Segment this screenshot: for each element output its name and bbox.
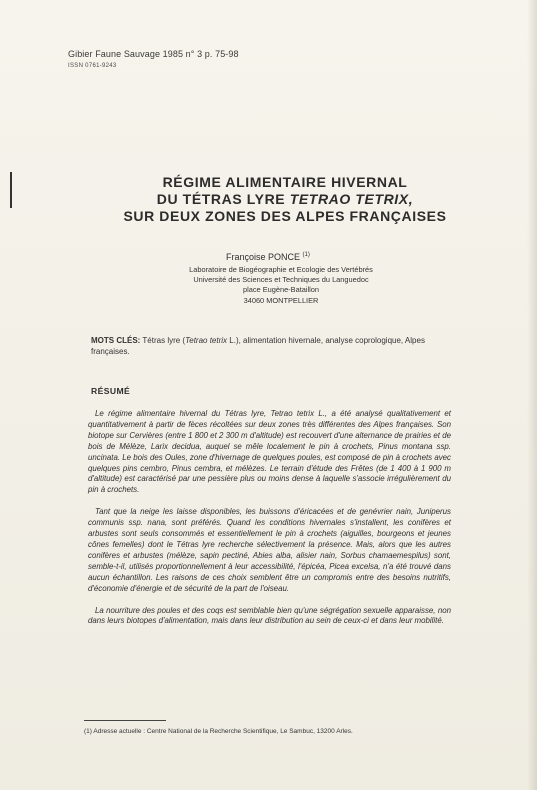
title-species: TETRAO TETRIX, xyxy=(289,191,414,207)
keywords-species: Tetrao tetrix xyxy=(185,336,228,345)
journal-citation: Gibier Faune Sauvage 1985 n° 3 p. 75-98 xyxy=(68,49,239,59)
author-name: Françoise PONCE xyxy=(226,252,301,262)
affiliation-line: Laboratoire de Biogéographie et Ecologie des Vertébrés xyxy=(189,265,373,274)
title-line-1: RÉGIME ALIMENTAIRE HIVERNAL xyxy=(162,174,408,190)
affiliation xyxy=(151,265,411,306)
keywords-text-after: L.), alimentation hivernale, analyse coprologique, Alpes françaises. xyxy=(91,336,425,356)
title-line-2 xyxy=(60,191,510,208)
affiliation-line: 34060 MONTPELLIER xyxy=(243,295,319,305)
resume-paragraph: Le régime alimentaire hivernal du Tétras lyre, Tetrao tetrix L., a été analysé qualitativement et quantitativement à partir de fèces récoltées sur deux zones très différentes des Alpes françaises. Son biotope sur Cervières (entre 1 800 et 2 300 m d'altitude) est recouvert d'une alternance de prairies et de bois de Mélèze, Larix decidua, auquel se mêle localement le pin à crochets, Pinus montana ssp. uncinata. Le bois des Oules, zone d'hivernage de quelques poules, est composé de pin à crochets avec quelques pins cembro, Pinus cembra, et mélèzes. Le terrain d'étude des Frêtes (de 1 400 à 1 900 m d'altitude) est caractérisé par une pessière plus ou moins dense à laquelle s'associe irrégulièrement du pin à crochets. xyxy=(88,409,451,495)
issn: ISSN 0761-9243 xyxy=(68,63,117,69)
resume-paragraph: Tant que la neige les laisse disponibles, les buissons d'éricacées et de genévrier nain, Juniperus communis ssp. nana, sont préférés. Quand les conditions hivernales s'installent, les conifères et arbustes sont seuls consommés et essentiellement le pin à crochets (aiguilles, bourgeons et jeunes cônes femelles) dont le Tétras lyre recherche sélectivement la présence. Mais, alors que les autres conifères et arbustes (mélèze, sapin pectiné, Abies alba, alisier nain, Sorbus chamaemespilus) sont, semble-t-il, utilisés proportionnellement à leur accessibilité, l'épicéa, Picea excelsa, n'a été trouvé dans aucun échantillon. Les raisons de ces choix semblent être un compromis entre des besoins nutritifs, d'économie d'énergie et de sécurité de la part de l'oiseau. xyxy=(88,507,451,593)
keywords xyxy=(91,336,461,357)
footnote: (1) Adresse actuelle : Centre National de la Recherche Scientifique, Le Sambuc, 13200 Arles. xyxy=(84,728,353,735)
page-edge-shadow xyxy=(527,0,537,790)
resume-body xyxy=(88,409,451,638)
footnote-rule xyxy=(84,720,166,721)
resume-paragraph: La nourriture des poules et des coqs est semblable bien qu'une ségrégation sexuelle apparaisse, non dans leurs biotopes d'alimentation, mais dans leur distribution au sein de ceux-ci et dans leur mobilité. xyxy=(88,605,451,626)
keywords-label: MOTS CLÉS: xyxy=(91,336,141,345)
title-line-2-prefix: DU TÉTRAS LYRE xyxy=(156,191,290,207)
affiliation-line: place Eugène-Bataillon xyxy=(242,285,319,295)
title-line-3: SUR DEUX ZONES DES ALPES FRANÇAISES xyxy=(123,208,447,224)
affiliation-line: Université des Sciences et Techniques du Languedoc xyxy=(193,275,369,285)
keywords-text-before: Tétras lyre ( xyxy=(140,336,186,345)
author xyxy=(226,252,310,262)
resume-heading: RÉSUMÉ xyxy=(91,386,131,396)
paper-title xyxy=(60,174,510,225)
author-note-mark: (1) xyxy=(302,252,310,258)
margin-mark xyxy=(10,172,12,208)
